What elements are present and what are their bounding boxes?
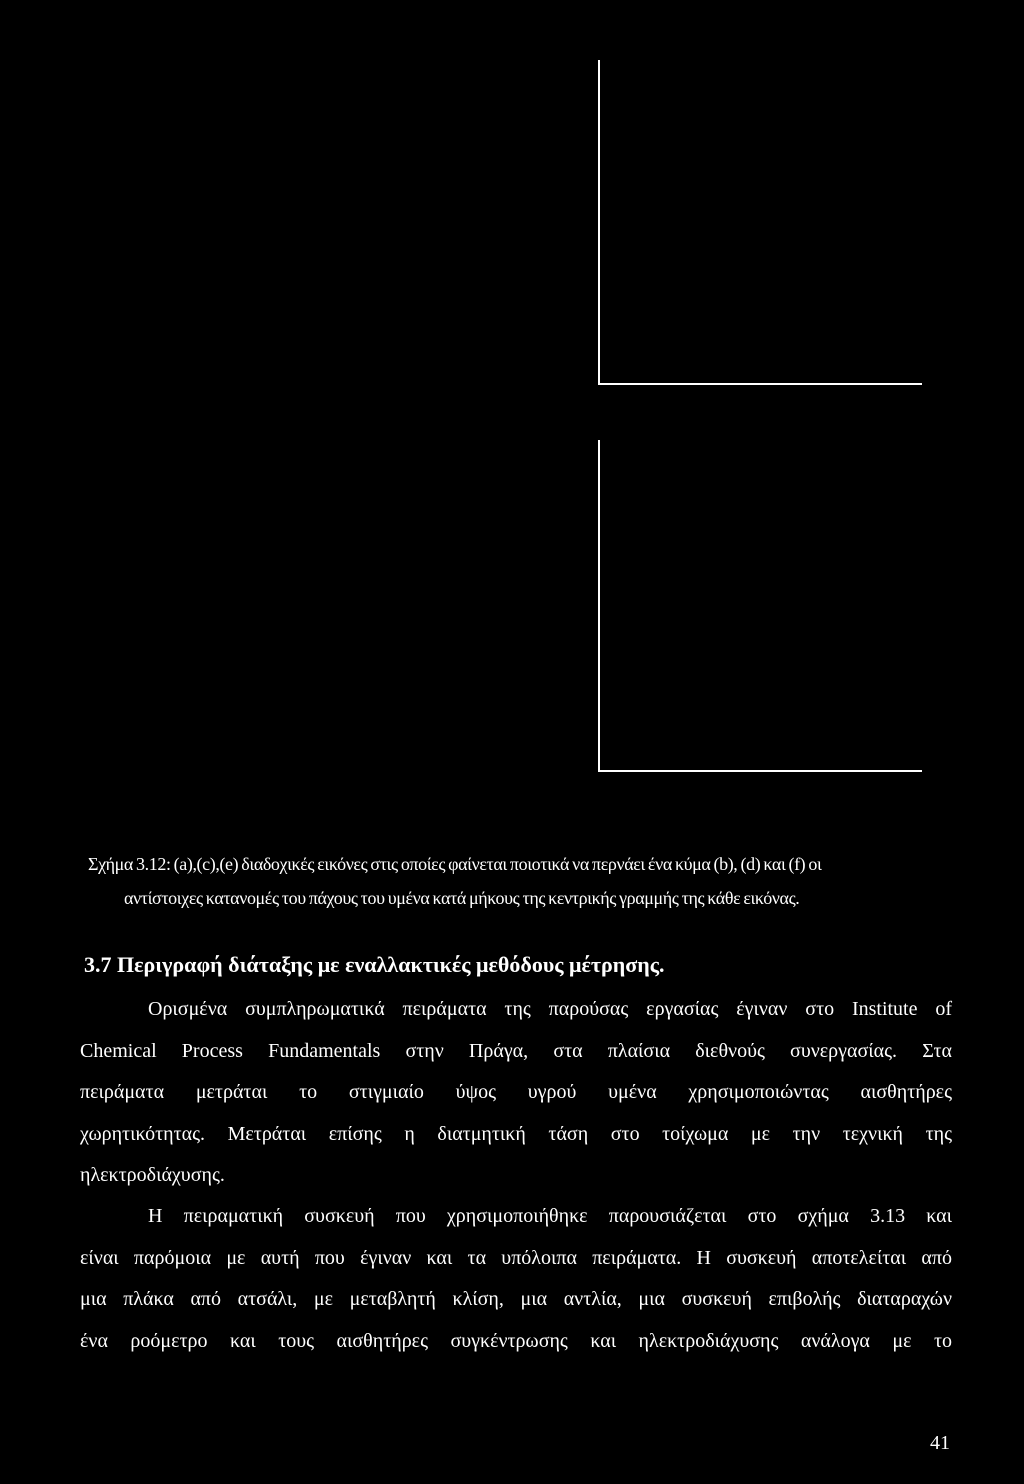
page-number: 41 — [930, 1432, 950, 1454]
paragraph-2-line-1: Η πειραματική συσκευή που χρησιμοποιήθηκε παρουσιάζεται στο σχήμα 3.13 και — [148, 1205, 952, 1227]
paragraph-1 — [80, 989, 952, 1197]
figure-panel-bottom — [598, 440, 922, 772]
paragraph-1-line-5: ηλεκτροδιάχυσης. — [80, 1164, 225, 1187]
figure-caption — [88, 847, 968, 915]
figure-caption-line-2: αντίστοιχες κατανομές του πάχους του υμένα κατά μήκους της κεντρικής γραμμής της κάθε εικόνας. — [124, 888, 800, 908]
paragraph-1-line-4: χωρητικότητας. Μετράται επίσης η διατμητική τάση στο τοίχωμα με την τεχνική της — [80, 1122, 952, 1145]
paragraph-1-line-3: πειράματα μετράται το στιγμιαίο ύψος υγρού υμένα χρησιμοποιώντας αισθητήρες — [80, 1081, 952, 1104]
figure-panel-top — [598, 60, 922, 385]
paragraph-2-line-4: ένα ροόμετρο και τους αισθητήρες συγκέντρωσης και ηλεκτροδιάχυσης ανάλογα με το — [80, 1329, 952, 1352]
paragraph-1-line-1: Ορισμένα συμπληρωματικά πειράματα της παρούσας εργασίας έγιναν στο Institute of — [148, 998, 952, 1020]
paragraph-2-line-2: είναι παρόμοια με αυτή που έγιναν και τα υπόλοιπα πειράματα. Η συσκευή αποτελείται από — [80, 1246, 952, 1269]
paragraph-1-line-2: Chemical Process Fundamentals στην Πράγα, στα πλαίσια διεθνούς συνεργασίας. Στα — [80, 1039, 952, 1062]
paragraph-2-line-3: μια πλάκα από ατσάλι, με μεταβλητή κλίση, μια αντλία, μια συσκευή επιβολής διαταραχών — [80, 1288, 952, 1311]
figure-caption-line-1: Σχήμα 3.12: (a),(c),(e) διαδοχικές εικόνες στις οποίες φαίνεται ποιοτικά να περνάει ένα κύμα (b), (d) και (f) οι — [88, 854, 822, 874]
paragraph-2 — [80, 1196, 952, 1362]
section-heading: 3.7 Περιγραφή διάταξης με εναλλακτικές μεθόδους μέτρησης. — [84, 952, 665, 977]
